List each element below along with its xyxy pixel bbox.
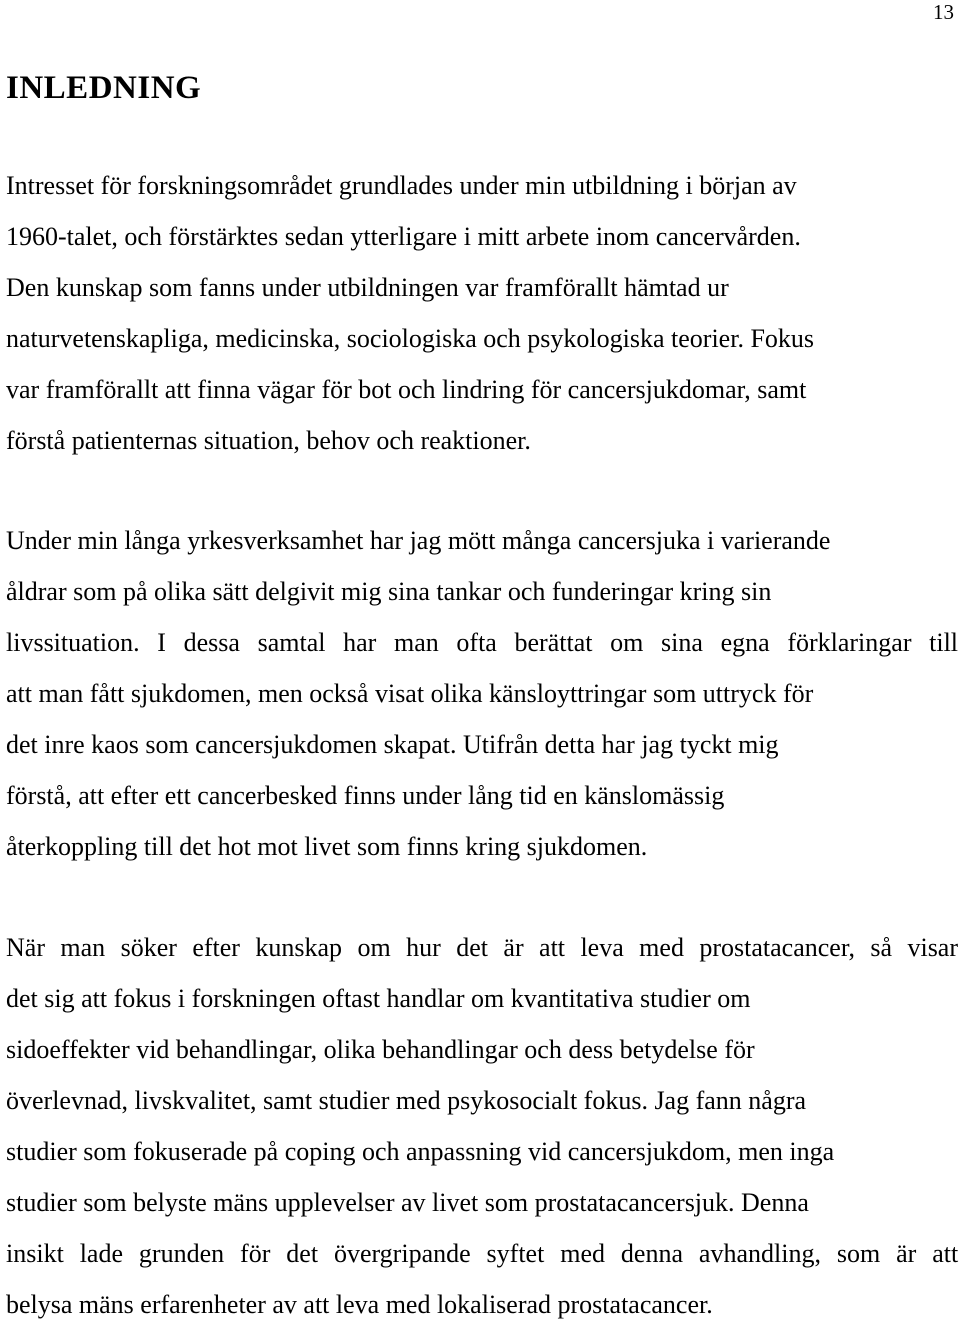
paragraph-2 [6, 515, 958, 872]
paragraph-3 [6, 922, 958, 1330]
paragraph-line: sidoeffekter vid behandlingar, olika behandlingar och dess betydelse för [6, 1035, 755, 1064]
paragraph-line: 1960-talet, och förstärktes sedan ytterligare i mitt arbete inom cancervården. [6, 222, 801, 251]
paragraph-line: förstå patienternas situation, behov och reaktioner. [6, 426, 531, 455]
page-number: 13 [933, 0, 954, 24]
paragraph-line: När man söker efter kunskap om hur det är att leva med prostatacancer, så visar [6, 933, 959, 962]
paragraph-line: att man fått sjukdomen, men också visat olika känsloyttringar som uttryck för [6, 679, 814, 708]
paragraph-line: det sig att fokus i forskningen oftast handlar om kvantitativa studier om [6, 984, 751, 1013]
paragraph-line: Intresset för forskningsområdet grundlades under min utbildning i början av [6, 171, 797, 200]
paragraph-line: naturvetenskapliga, medicinska, sociologiska och psykologiska teorier. Fokus [6, 324, 815, 353]
paragraph-line: återkoppling till det hot mot livet som finns kring sjukdomen. [6, 832, 648, 861]
paragraph-line: förstå, att efter ett cancerbesked finns under lång tid en känslomässig [6, 781, 725, 810]
paragraph-line: överlevnad, livskvalitet, samt studier med psykosocialt fokus. Jag fann några [6, 1086, 807, 1115]
paragraph-line: insikt lade grunden för det övergripande syftet med denna avhandling, som är att [6, 1239, 959, 1268]
paragraph-line: livssituation. I dessa samtal har man ofta berättat om sina egna förklaringar till [6, 628, 959, 657]
paragraph-line: belysa mäns erfarenheter av att leva med lokaliserad prostatacancer. [6, 1290, 713, 1319]
paragraph-line: var framförallt att finna vägar för bot och lindring för cancersjukdomar, samt [6, 375, 807, 404]
paragraph-line: Under min långa yrkesverksamhet har jag mött många cancersjuka i varierande [6, 526, 831, 555]
paragraph-line: det inre kaos som cancersjukdomen skapat. Utifrån detta har jag tyckt mig [6, 730, 779, 759]
paragraph-line: studier som belyste mäns upplevelser av livet som prostatacancersjuk. Denna [6, 1188, 809, 1217]
paragraph-line: studier som fokuserade på coping och anpassning vid cancersjukdom, men inga [6, 1137, 835, 1166]
paragraph-line: Den kunskap som fanns under utbildningen var framförallt hämtad ur [6, 273, 729, 302]
paragraph-1 [6, 160, 958, 466]
section-heading: INLEDNING [6, 70, 202, 106]
paragraph-line: åldrar som på olika sätt delgivit mig sina tankar och funderingar kring sin [6, 577, 772, 606]
